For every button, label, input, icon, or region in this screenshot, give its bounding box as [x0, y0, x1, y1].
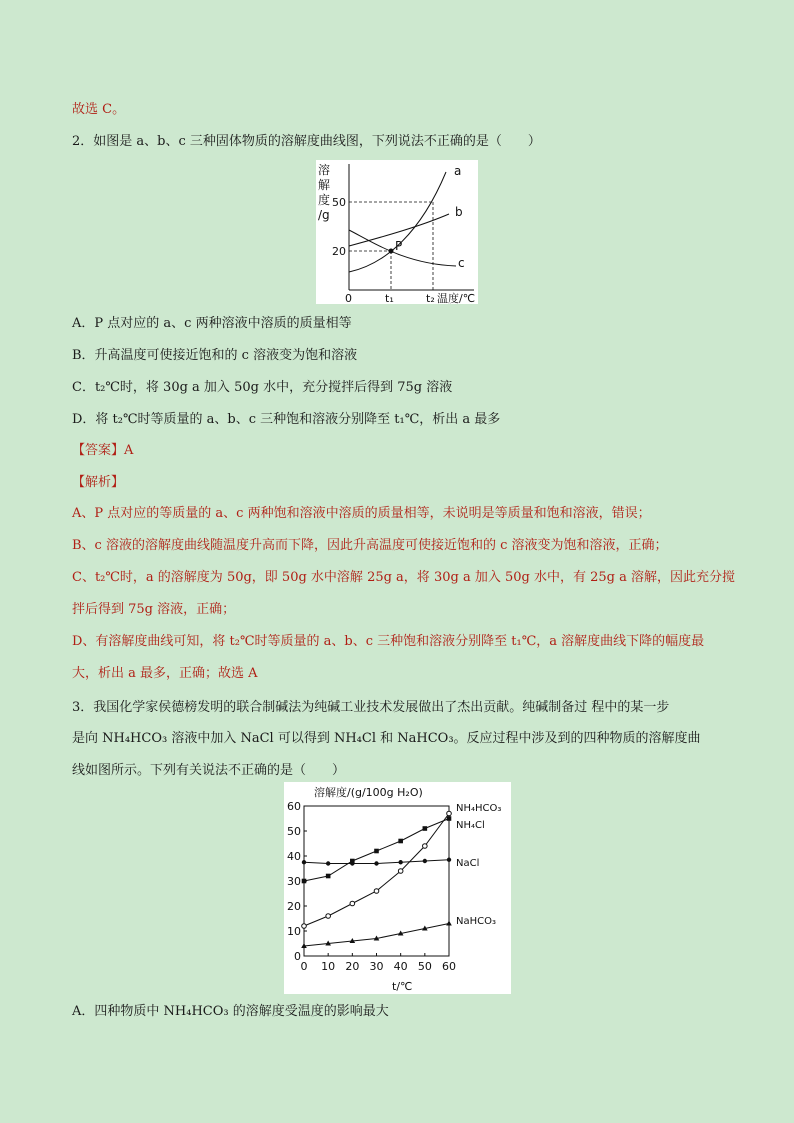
chart-title: 溶解度/(g/100g H₂O) — [314, 786, 423, 799]
data-point — [374, 849, 379, 854]
explanation-c-line1: C、t₂℃时，a 的溶解度为 50g，即 50g 水中溶解 25g a，将 30g a 加入 50g 水中，有 25g a 溶解，因此充分搅 — [72, 570, 735, 585]
data-point — [423, 859, 427, 863]
series-label: NaCl — [456, 858, 480, 869]
x-tick-label: 20 — [345, 960, 360, 973]
x-tick-label: 30 — [369, 960, 384, 973]
data-point — [374, 861, 378, 865]
y-label-char-1: 溶 — [318, 163, 331, 177]
data-point — [398, 839, 403, 844]
curve-a — [349, 172, 446, 272]
data-point — [302, 860, 306, 864]
data-point — [447, 858, 451, 862]
y-tick-label: 10 — [287, 925, 301, 938]
solubility-chart-svg — [284, 782, 511, 994]
series-line — [304, 814, 449, 927]
series-line — [304, 924, 449, 947]
curve-c-label: c — [458, 256, 465, 270]
y-tick-label: 50 — [287, 825, 301, 838]
series-label: NH₄HCO₃ — [456, 803, 502, 814]
data-point — [447, 811, 452, 816]
y-label-char-2: 解 — [318, 178, 331, 192]
series-label: NaHCO₃ — [456, 916, 496, 927]
q2-option-c: C．t₂℃时，将 30g a 加入 50g 水中，充分搅拌后得到 75g 溶液 — [72, 380, 453, 395]
y-tick-label: 0 — [294, 950, 301, 963]
q3-option-a: A．四种物质中 NH₄HCO₃ 的溶解度受温度的影响最大 — [72, 1004, 389, 1019]
q2-option-d: D．将 t₂℃时等质量的 a、b、c 三种饱和溶液分别降至 t₁℃，析出 a 最多 — [72, 412, 501, 427]
point-p — [389, 249, 394, 254]
data-point — [302, 924, 307, 929]
x-tick-t1: t₁ — [385, 292, 394, 304]
curve-a-label: a — [454, 164, 462, 178]
data-point — [446, 921, 452, 926]
q3-stem-line1: 3．我国化学家侯德榜发明的联合制碱法为纯碱工业技术发展做出了杰出贡献。纯碱制备过 程中的某一步 — [72, 700, 670, 715]
data-point — [302, 879, 307, 884]
explanation-a: A、P 点对应的等质量的 a、c 两种饱和溶液中溶质的质量相等，未说明是等质量和饱和溶液，错误； — [72, 506, 651, 521]
series-label: NH₄Cl — [456, 820, 485, 831]
q3-stem-line2: 是向 NH₄HCO₃ 溶液中加入 NaCl 可以得到 NH₄Cl 和 NaHCO₃。反应过程中涉及到的四种物质的溶解度曲 — [72, 731, 701, 746]
answer-line: 【答案】A — [72, 443, 134, 458]
x-tick-label: 40 — [393, 960, 408, 973]
data-point — [398, 869, 403, 874]
chart-xlabel: t/℃ — [392, 980, 413, 993]
prev-answer-line: 故选 C。 — [72, 102, 126, 117]
y-tick-50: 50 — [332, 196, 346, 209]
x-axis-label: 温度/℃ — [437, 292, 476, 304]
data-point — [423, 826, 428, 831]
y-tick-label: 60 — [287, 800, 301, 813]
y-label-char-4: /g — [318, 208, 330, 222]
data-point — [326, 874, 331, 879]
y-tick-label: 30 — [287, 875, 301, 888]
x-tick-0: 0 — [345, 292, 352, 304]
data-point — [326, 914, 331, 919]
y-tick-label: 20 — [287, 900, 301, 913]
explanation-d-line1: D、有溶解度曲线可知，将 t₂℃时等质量的 a、b、c 三种饱和溶液分别降至 t₁℃，a 溶解度曲线下降的幅度最 — [72, 634, 705, 649]
data-point — [447, 816, 452, 821]
explanation-d-line2: 大，析出 a 最多，正确；故选 A — [72, 666, 258, 681]
q2-option-a: A．P 点对应的 a、c 两种溶液中溶质的质量相等 — [72, 316, 352, 331]
q2-option-b: B．升高温度可使接近饱和的 c 溶液变为饱和溶液 — [72, 348, 358, 363]
y-label-char-3: 度 — [318, 193, 331, 207]
q2-stem: 2．如图是 a、b、c 三种固体物质的溶解度曲线图，下列说法不正确的是（ ） — [72, 134, 541, 149]
point-p-label: P — [395, 239, 403, 253]
curve-b-label: b — [455, 205, 463, 219]
data-point — [350, 901, 355, 906]
y-tick-label: 40 — [287, 850, 301, 863]
figure-solubility-abc — [316, 160, 478, 304]
data-point — [423, 844, 428, 849]
figure-solubility-chart — [284, 782, 511, 994]
q3-stem-line3: 线如图所示。下列有关说法不正确的是（ ） — [72, 763, 346, 778]
plot-frame — [304, 806, 449, 956]
x-tick-label: 10 — [321, 960, 336, 973]
x-tick-label: 50 — [417, 960, 432, 973]
x-tick-t2: t₂ — [426, 292, 435, 304]
curve-c — [349, 230, 456, 266]
abc-curve-svg — [316, 160, 478, 304]
y-tick-20: 20 — [332, 245, 346, 258]
data-point — [350, 861, 354, 865]
data-point — [398, 860, 402, 864]
explanation-b: B、c 溶液的溶解度曲线随温度升高而下降，因此升高温度可使接近饱和的 c 溶液变为饱和溶液，正确； — [72, 538, 668, 553]
x-tick-label: 60 — [442, 960, 456, 973]
explanation-c-line2: 拌后得到 75g 溶液，正确； — [72, 602, 236, 617]
analysis-title: 【解析】 — [72, 475, 125, 490]
data-point — [326, 861, 330, 865]
x-tick-label: 0 — [300, 960, 308, 973]
data-point — [374, 889, 379, 894]
